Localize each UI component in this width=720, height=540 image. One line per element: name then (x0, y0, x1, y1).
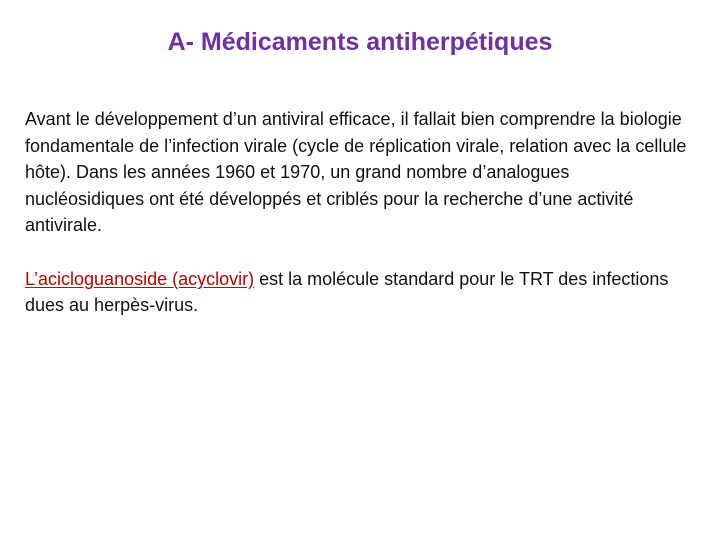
acyclovir-paragraph-text: est la molécule standard pour le TRT des infections dues au herpès-virus. (25, 268, 669, 315)
acyclovir-paragraph (25, 266, 693, 319)
slide-body (25, 106, 693, 319)
slide-title: A- Médicaments antiherpétiques (167, 28, 553, 56)
intro-paragraph: Avant le développement d’un antiviral efficace, il fallait bien comprendre la biologie fondamentale de l’infection virale (cycle de réplication virale, relation avec la cellule hôte). Dans les années 1960 et 1970, un grand nombre d’analogues nucléosidiques ont été développés et criblés pour la recherche d’une activité antivirale. (25, 109, 687, 235)
acyclovir-highlight: L’acicloguanoside (acyclovir) (25, 268, 255, 289)
